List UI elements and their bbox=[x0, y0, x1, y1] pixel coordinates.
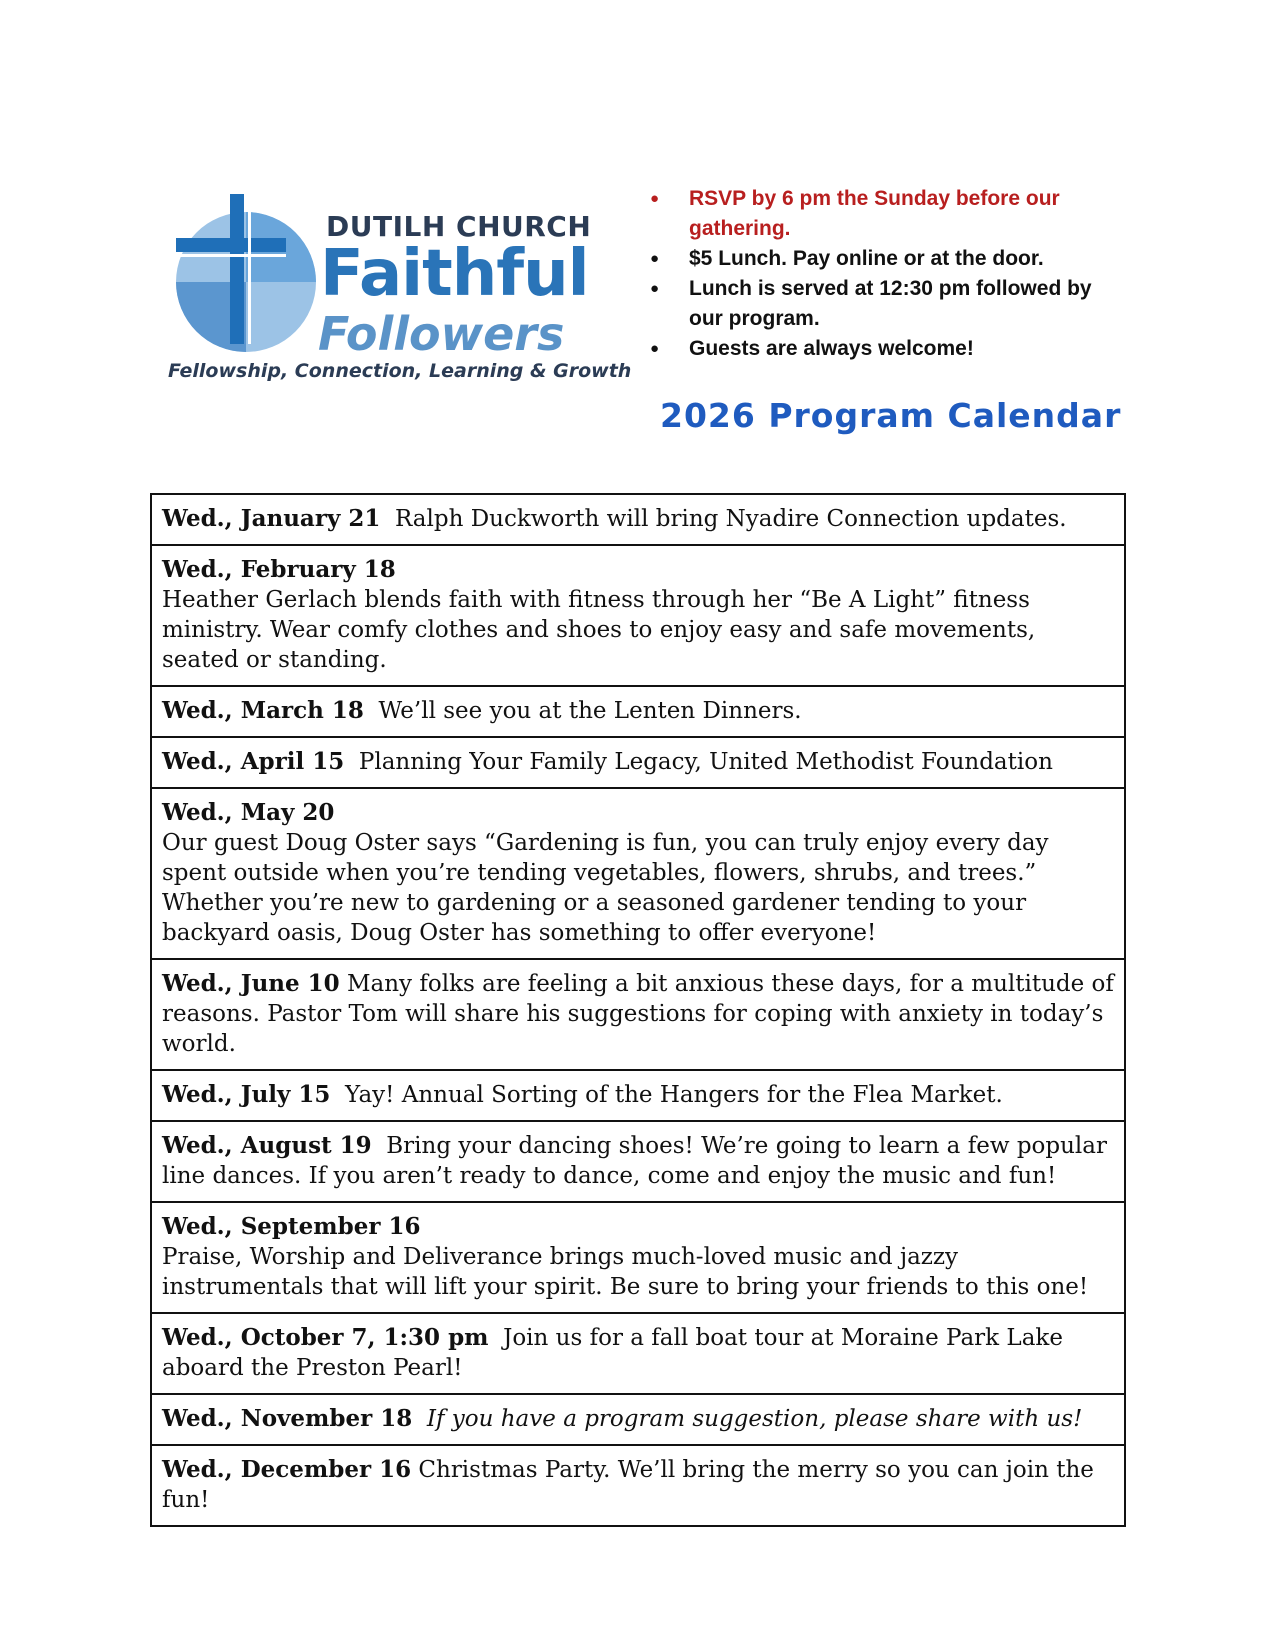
event-text: Ralph Duckworth will bring Nyadire Connection updates. bbox=[394, 506, 1067, 532]
event-date: Wed., December 16 bbox=[162, 1456, 412, 1483]
event-text: Our guest Doug Oster says “Gardening is fun, you can truly enjoy every day spent outside when you’re tending vegetables, flowers, shrubs, and trees.” Whether you’re new to gardening or a seasoned gardener tending to your backyard oasis, Doug Oster has something to offer everyone! bbox=[162, 830, 1049, 946]
event-text: Planning Your Family Legacy, United Methodist Foundation bbox=[358, 749, 1053, 775]
info-lunch: ● $5 Lunch. Pay online or at the door. bbox=[650, 244, 1120, 274]
info-guests: ● Guests are always welcome! bbox=[650, 334, 1120, 364]
event-text: Heather Gerlach blends faith with fitness through her “Be A Light” fitness ministry. Wear comfy clothes and shoes to enjoy easy and safe movements, seated or standing. bbox=[162, 587, 1036, 673]
info-rsvp: ● RSVP by 6 pm the Sunday before our gathering. bbox=[650, 184, 1120, 244]
program-calendar bbox=[150, 493, 1126, 1527]
table-row bbox=[151, 686, 1125, 737]
event-date: Wed., June 10 bbox=[162, 970, 340, 997]
calendar-title: 2026 Program Calendar bbox=[660, 396, 1122, 435]
event-text: Praise, Worship and Deliverance brings much-loved music and jazzy instrumentals that will lift your spirit. Be sure to bring your friends to this one! bbox=[162, 1244, 1089, 1300]
event-date: Wed., April 15 bbox=[162, 748, 345, 775]
table-row bbox=[151, 1394, 1125, 1445]
event-text: Join us for a fall boat tour at Moraine Park Lake aboard the Preston Pearl! bbox=[162, 1325, 1063, 1381]
brand-faithful: Faithful bbox=[320, 237, 589, 311]
logo-tagline: Fellowship, Connection, Learning & Growth bbox=[168, 360, 632, 382]
event-date: Wed., August 19 bbox=[162, 1132, 372, 1159]
brand-followers: Followers bbox=[318, 307, 565, 361]
table-row bbox=[151, 737, 1125, 788]
table-row bbox=[151, 788, 1125, 959]
event-date: Wed., October 7, 1:30 pm bbox=[162, 1324, 489, 1351]
event-text: Yay! Annual Sorting of the Hangers for the Flea Market. bbox=[345, 1082, 1003, 1108]
event-text: If you have a program suggestion, please share with us! bbox=[426, 1406, 1083, 1432]
table-row bbox=[151, 959, 1125, 1070]
cross-circle-icon bbox=[168, 190, 328, 360]
table-row bbox=[151, 494, 1125, 545]
event-date: Wed., March 18 bbox=[162, 697, 364, 724]
event-date: Wed., November 18 bbox=[162, 1405, 413, 1432]
info-list bbox=[650, 184, 1120, 364]
brand-church: DUTILH CHURCH bbox=[326, 210, 592, 243]
event-date: Wed., July 15 bbox=[162, 1081, 331, 1108]
table-row bbox=[151, 1445, 1125, 1526]
table-row bbox=[151, 1202, 1125, 1313]
event-date: Wed., January 21 bbox=[162, 505, 381, 532]
event-date: Wed., May 20 bbox=[162, 799, 335, 826]
table-row bbox=[151, 1121, 1125, 1202]
event-text: Many folks are feeling a bit anxious these days, for a multitude of reasons. Pastor Tom will share his suggestions for coping with anxiety in today’s world. bbox=[162, 971, 1114, 1057]
table-row bbox=[151, 1070, 1125, 1121]
event-text: Bring your dancing shoes! We’re going to learn a few popular line dances. If you aren’t ready to dance, come and enjoy the music and fun! bbox=[162, 1133, 1107, 1189]
table-row bbox=[151, 545, 1125, 686]
table-row bbox=[151, 1313, 1125, 1394]
event-text: We’ll see you at the Lenten Dinners. bbox=[378, 698, 802, 724]
info-served: ● Lunch is served at 12:30 pm followed by our program. bbox=[650, 274, 1120, 334]
event-date: Wed., September 16 bbox=[162, 1213, 421, 1240]
event-text: Christmas Party. We’ll bring the merry so you can join the fun! bbox=[162, 1457, 1094, 1513]
event-date: Wed., February 18 bbox=[162, 556, 396, 583]
logo bbox=[168, 190, 632, 390]
